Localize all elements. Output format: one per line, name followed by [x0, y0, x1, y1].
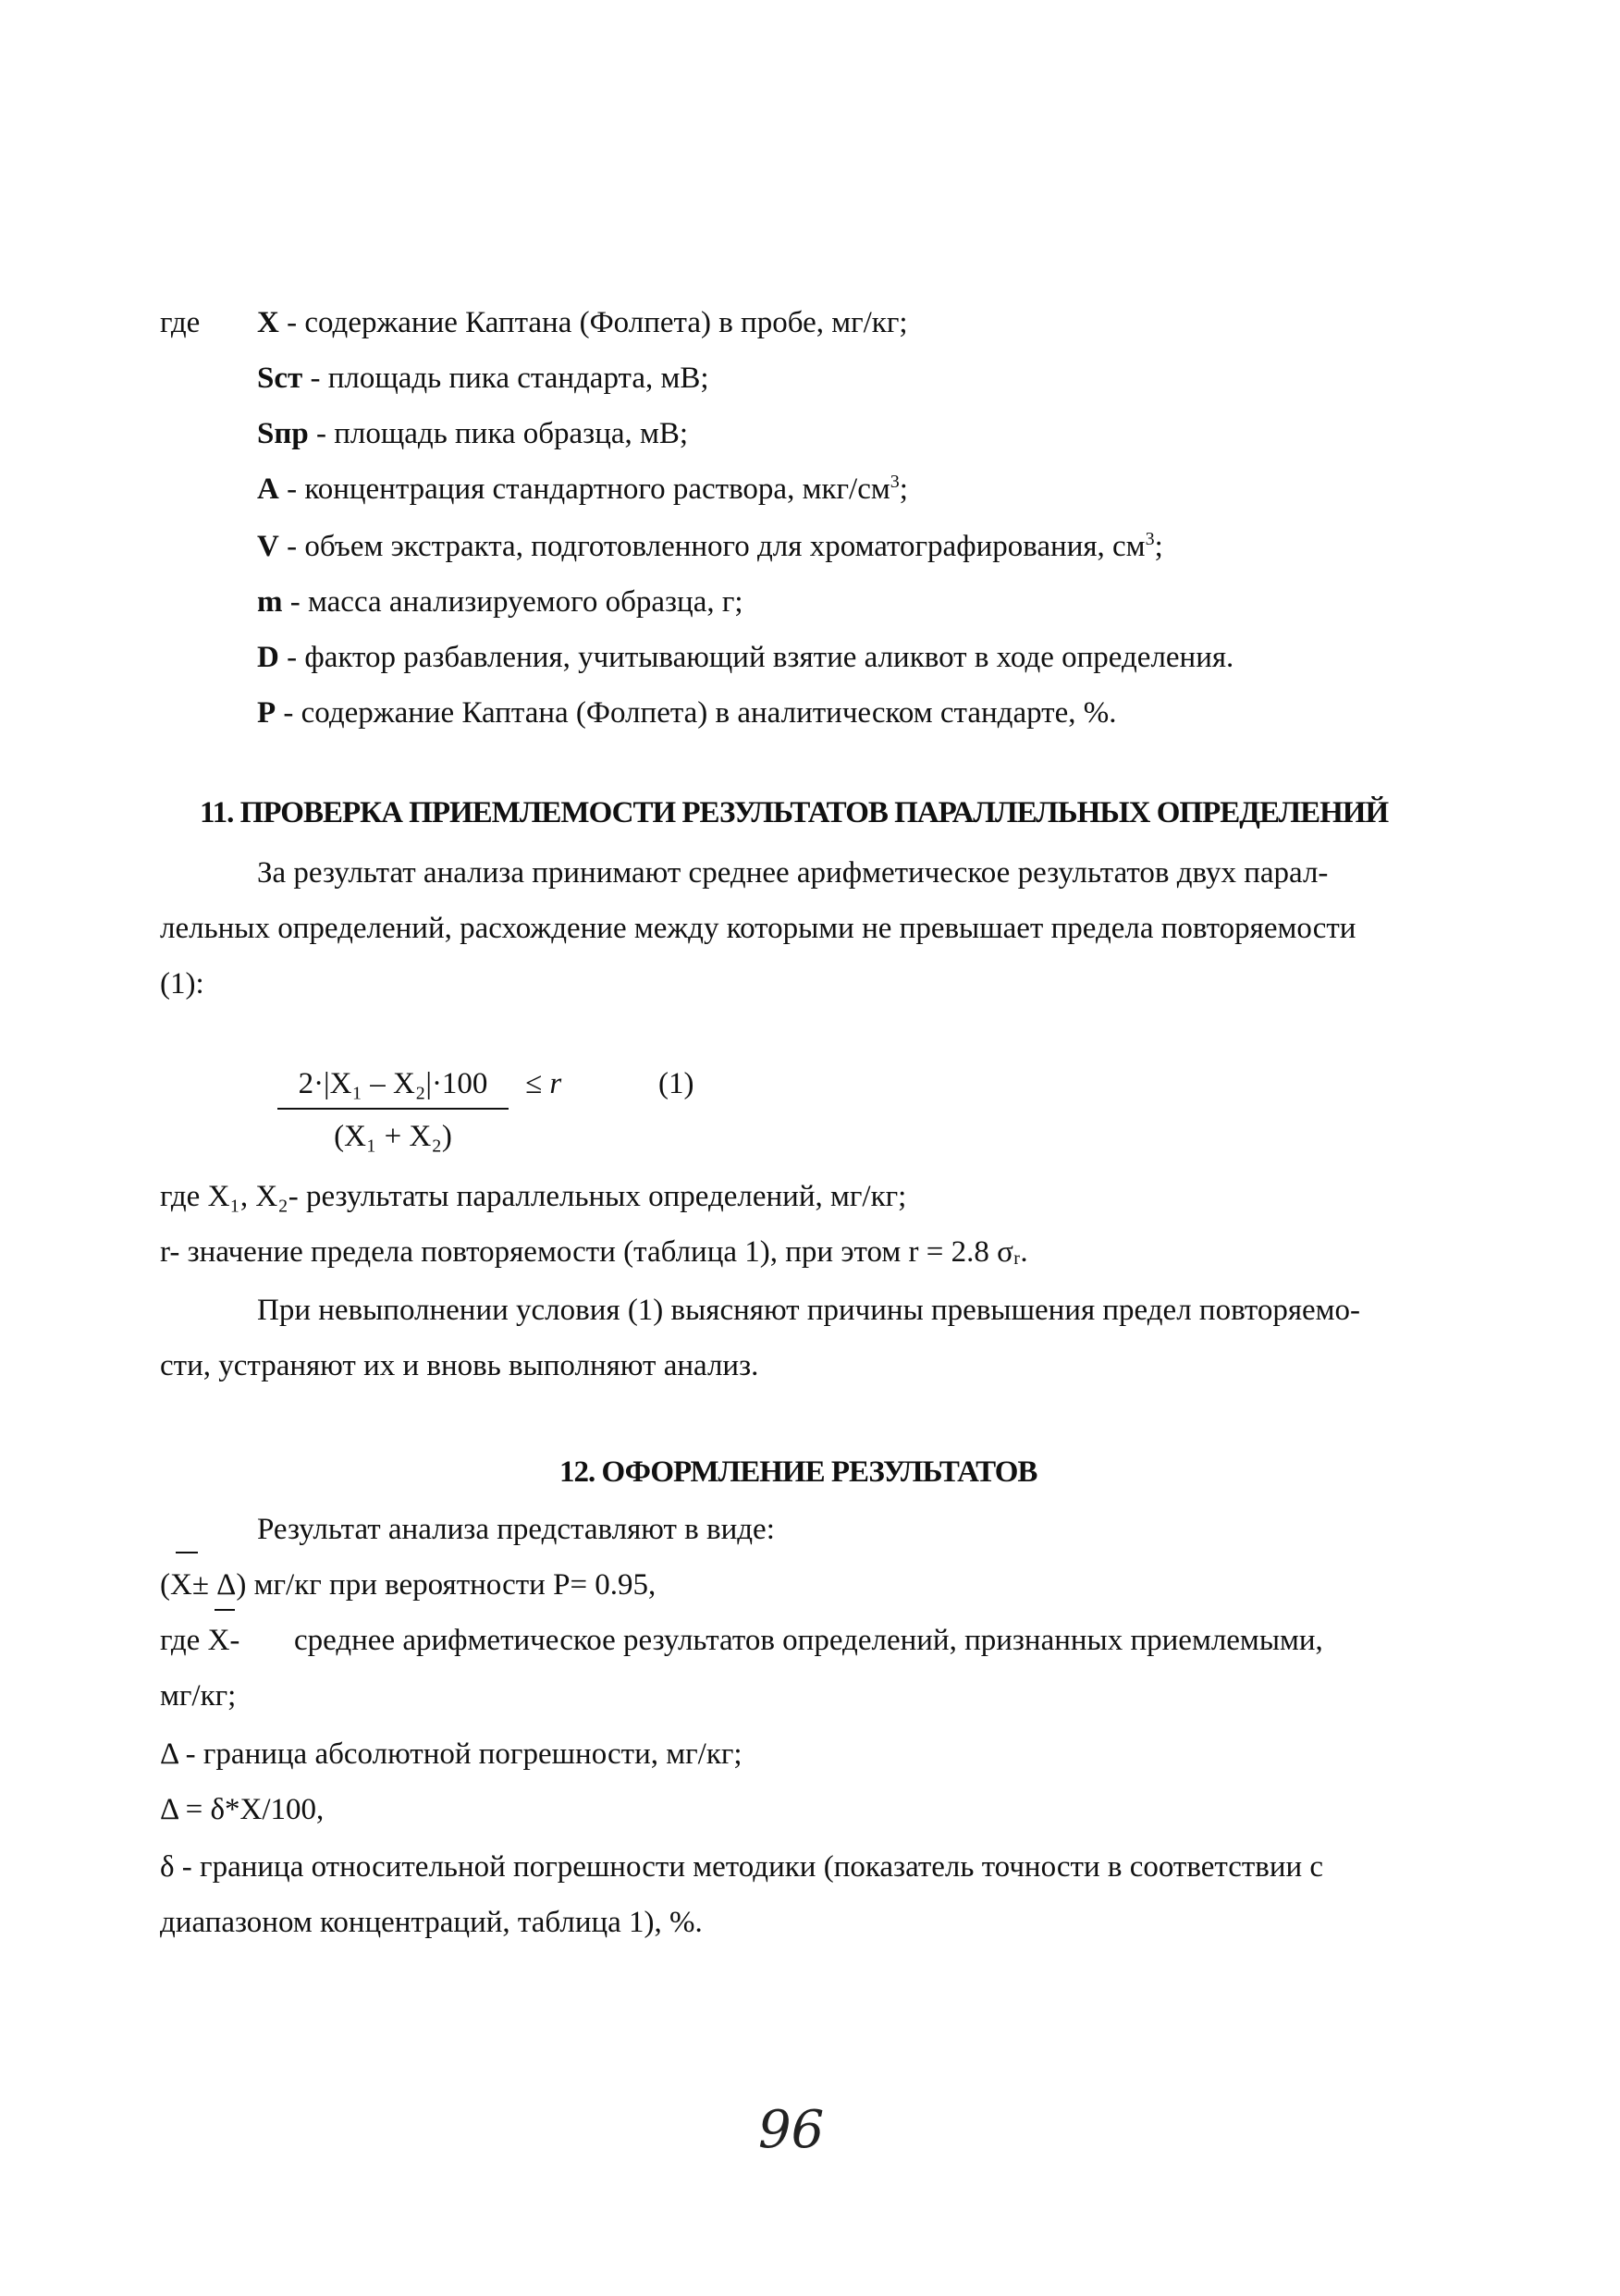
section-12-line-8: диапазоном концентраций, таблица 1), %.	[160, 1906, 703, 1939]
section-11-title: 11. ПРОВЕРКА ПРИЕМЛЕМОСТИ РЕЗУЛЬТАТОВ ПАРАЛЛЕЛЬНЫХ ОПРЕДЕЛЕНИЙ	[200, 796, 1389, 829]
formula-denominator: (X₁ + X₂)	[334, 1120, 452, 1153]
where-label: где	[160, 306, 201, 339]
section-11-paragraph-line-1: За результат анализа принимают среднее арифметическое результатов двух парал-	[257, 856, 1329, 890]
section-12-line-7: δ - граница относительной погрешности методики (показатель точности в соответствии с	[160, 1850, 1324, 1884]
section-12-line-6: Δ = δ*X/100,	[160, 1793, 325, 1826]
definition-tail: ;	[1154, 530, 1163, 563]
section-12-line-3: среднее арифметическое результатов определений, признанных приемлемыми,	[294, 1624, 1323, 1657]
definition-text: - фактор разбавления, учитывающий взятие аликвот в ходе определения.	[278, 641, 1234, 674]
definition-item	[257, 361, 709, 398]
definition-symbol: A	[257, 473, 279, 506]
fraction-bar	[277, 1108, 509, 1110]
definition-item	[257, 305, 908, 342]
superscript: 3	[890, 472, 900, 492]
formula-numerator: 2·|X₁ – X₂|·100	[298, 1067, 488, 1100]
section-12-line-3-start: где X-	[160, 1624, 240, 1657]
page-number: 96	[758, 2100, 825, 2160]
superscript: 3	[1145, 529, 1155, 549]
formula-relation: ≤ r	[525, 1067, 562, 1100]
definition-text: - масса анализируемого образца, г;	[282, 585, 743, 619]
mean-overbar	[215, 1609, 235, 1611]
definition-text: - площадь пика образца, мВ;	[308, 417, 689, 450]
section-12-title: 12. ОФОРМЛЕНИЕ РЕЗУЛЬТАТОВ	[559, 1455, 1037, 1489]
definition-symbol: Sпр	[257, 417, 309, 450]
definition-text: - площадь пика стандарта, мВ;	[302, 362, 709, 395]
section-12-line-5: Δ - граница абсолютной погрешности, мг/кг;	[160, 1737, 742, 1771]
definition-symbol: m	[257, 585, 283, 619]
definition-item	[257, 640, 1233, 677]
section-11-paragraph-2-line-1: При невыполнении условия (1) выясняют причины превышения предел повторяемо-	[257, 1294, 1361, 1327]
section-11-where-line-2: r- значение предела повторяемости (таблица 1), при этом r = 2.8 σᵣ.	[160, 1235, 1028, 1269]
definition-text: - содержание Каптана (Фолпета) в пробе, мг/кг;	[278, 306, 908, 339]
definition-symbol: Sст	[257, 362, 303, 395]
section-12-line-2: (X± Δ) мг/кг при вероятности P= 0.95,	[160, 1568, 657, 1602]
definition-item	[257, 584, 743, 621]
definition-item	[257, 416, 688, 453]
definition-item	[257, 472, 908, 509]
definition-symbol: P	[257, 696, 276, 730]
definition-text: - содержание Каптана (Фолпета) в аналитическом стандарте, %.	[276, 696, 1117, 730]
definition-item	[257, 529, 1163, 566]
section-11-paragraph-line-2: лельных определений, расхождение между которыми не превышает предела повторяемости	[160, 912, 1356, 945]
definition-symbol: V	[257, 530, 279, 563]
section-11-paragraph-2-line-2: сти, устраняют их и вновь выполняют анализ.	[160, 1349, 759, 1382]
mean-overbar	[176, 1552, 198, 1553]
section-11-where-line-1: где X₁, X₂- результаты параллельных определений, мг/кг;	[160, 1180, 907, 1213]
definition-text: - концентрация стандартного раствора, мкг/см	[278, 473, 890, 506]
definition-tail: ;	[899, 473, 908, 506]
definition-symbol: D	[257, 641, 279, 674]
definition-symbol: X	[257, 306, 279, 339]
section-12-line-1: Результат анализа представляют в виде:	[257, 1513, 775, 1546]
formula-number: (1)	[658, 1067, 694, 1100]
section-11-paragraph-line-3: (1):	[160, 967, 204, 1001]
definition-text: - объем экстракта, подготовленного для хроматографирования, см	[278, 530, 1146, 563]
definition-item	[257, 695, 1117, 732]
section-12-line-4: мг/кг;	[160, 1679, 237, 1713]
